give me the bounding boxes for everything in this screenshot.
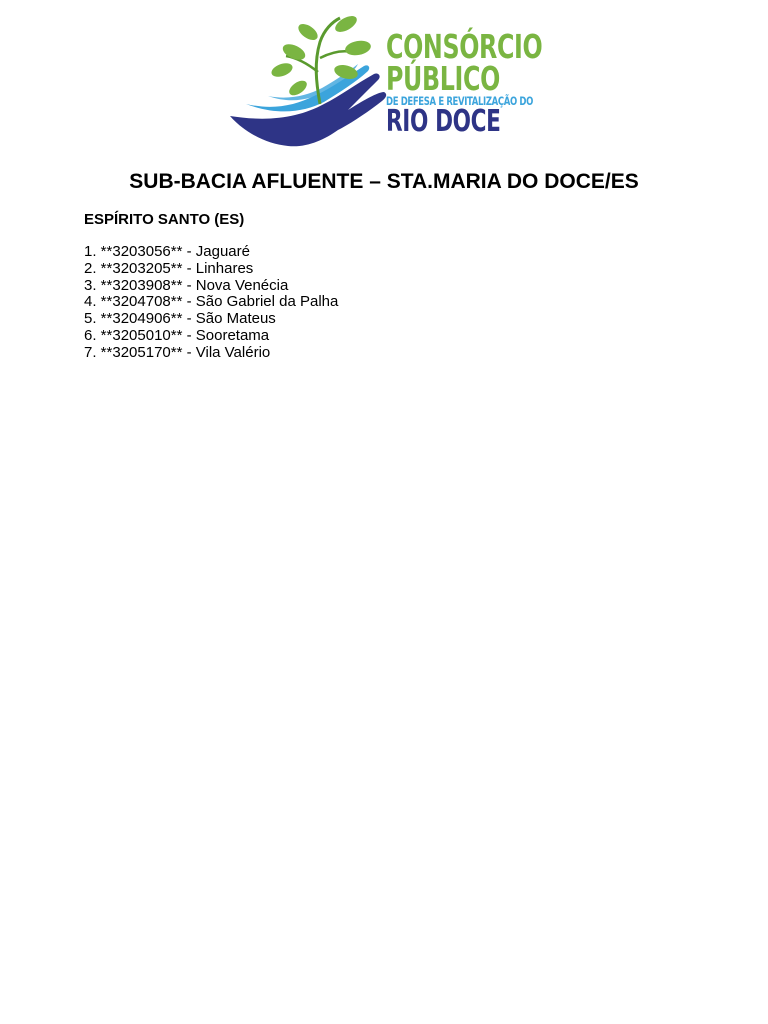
list-item: 2. **3203205** - Linhares <box>84 259 254 277</box>
list-item: 7. **3205170** - Vila Valério <box>84 343 271 361</box>
consorcio-logo <box>228 12 543 150</box>
list-item: 6. **3205010** - Sooretama <box>84 326 270 344</box>
dark-blue-hand-shape <box>230 73 386 146</box>
leaf-mid-right <box>344 39 372 57</box>
list-item: 4. **3204708** - São Gabriel da Palha <box>84 293 339 311</box>
logo-line-publico: PÚBLICO <box>386 59 500 98</box>
leaf-top-left <box>296 21 321 43</box>
city-list <box>84 244 338 362</box>
list-item: 5. **3204906** - São Mateus <box>84 310 276 328</box>
logo-wordmark <box>386 27 603 139</box>
state-heading: ESPÍRITO SANTO (ES) <box>84 211 245 228</box>
logo-line-defesa: DE DEFESA E REVITALIZAÇÃO DO <box>386 94 533 108</box>
list-item: 1. **3203056** - Jaguaré <box>84 243 250 260</box>
document-title: SUB-BACIA AFLUENTE – STA.MARIA DO DOCE/ES <box>129 170 639 193</box>
hands-plant-icon <box>228 12 388 150</box>
leaf-low-left <box>270 61 295 80</box>
logo-line-rio-doce: RIO DOCE <box>386 103 501 139</box>
list-item: 3. **3203908** - Nova Venécia <box>84 276 289 294</box>
leaf-top <box>333 13 360 35</box>
leaf-mid-left <box>280 41 307 63</box>
logo-line-consorcio: CONSÓRCIO <box>386 27 543 66</box>
